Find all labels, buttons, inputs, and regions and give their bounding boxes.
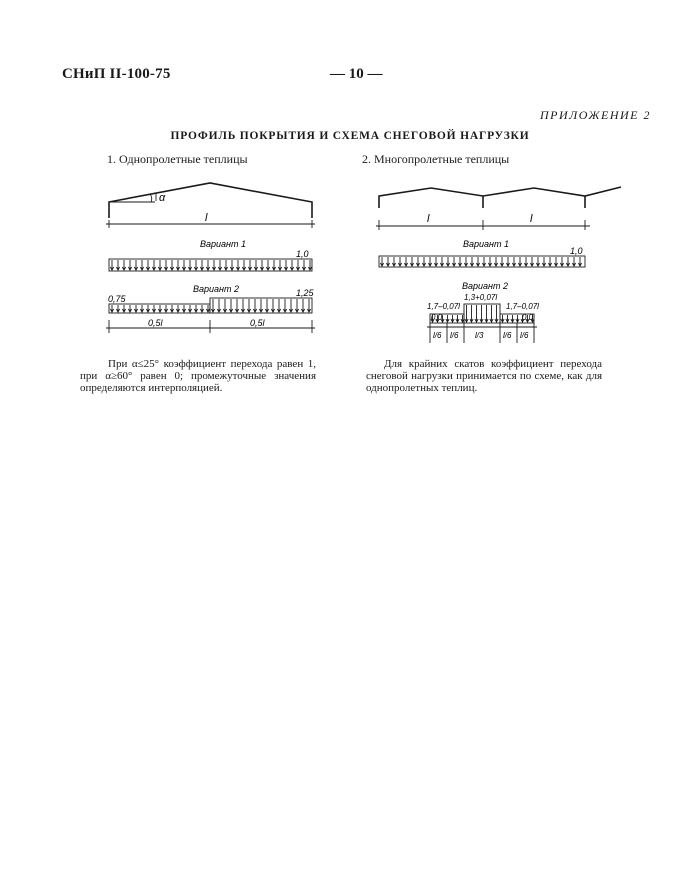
multi-zero-right: 0,0 [522, 313, 534, 322]
multi-center-formula: 1,3+0,07l [464, 293, 498, 302]
single-variant2-label: Вариант 2 [193, 284, 239, 294]
multi-left-formula: 1,7–0,07l [427, 302, 460, 311]
section2-note: Для крайних скатов коэффициент перехода снеговой нагрузки принимается по схеме, как для однопролетных теплиц. [366, 358, 602, 394]
single-span-angle-symbol: α [159, 192, 166, 204]
single-variant1-label: Вариант 1 [200, 239, 246, 249]
section1-note: При α≤25° коэффициент перехода равен 1, при α≥60° равен 0; промежуточные значения определяются интерполяцией. [80, 358, 316, 394]
single-variant1-value: 1,0 [296, 249, 309, 259]
section1-heading: 1. Однопролетные теплицы [107, 152, 248, 166]
multi-seg-label-2: l/6 [450, 331, 459, 340]
multi-span-length-label-1: l [427, 213, 430, 225]
section2-heading: 2. Многопролетные теплицы [362, 152, 510, 166]
page-title: ПРОФИЛЬ ПОКРЫТИЯ И СХЕМА СНЕГОВОЙ НАГРУЗКИ [170, 130, 530, 142]
multi-seg-label-1: l/6 [433, 331, 442, 340]
appendix-label: ПРИЛОЖЕНИЕ 2 [540, 108, 651, 122]
multi-zero-left: 0,0 [431, 313, 443, 322]
multi-seg-label-5: l/6 [520, 331, 529, 340]
single-half-label-left: 0,5l [148, 318, 163, 328]
multi-seg-label-3: l/3 [475, 331, 484, 340]
multi-variant1-load [379, 256, 585, 267]
multi-span-length-label-2: l [530, 213, 533, 225]
multi-variant1-value: 1,0 [570, 246, 583, 256]
multi-variant1-label: Вариант 1 [463, 239, 509, 249]
multi-variant2-label: Вариант 2 [462, 281, 508, 291]
document-code: СНиП II-100-75 [62, 66, 171, 82]
single-span-length-label: l [205, 212, 208, 224]
single-half-label-right: 0,5l [250, 318, 265, 328]
page-number: — 10 — [330, 66, 383, 82]
single-variant2-right-value: 1,25 [296, 288, 314, 298]
single-variant2-left-value: 0,75 [108, 294, 126, 304]
multi-seg-label-4: l/6 [503, 331, 512, 340]
multi-right-formula: 1,7–0,07l [506, 302, 539, 311]
